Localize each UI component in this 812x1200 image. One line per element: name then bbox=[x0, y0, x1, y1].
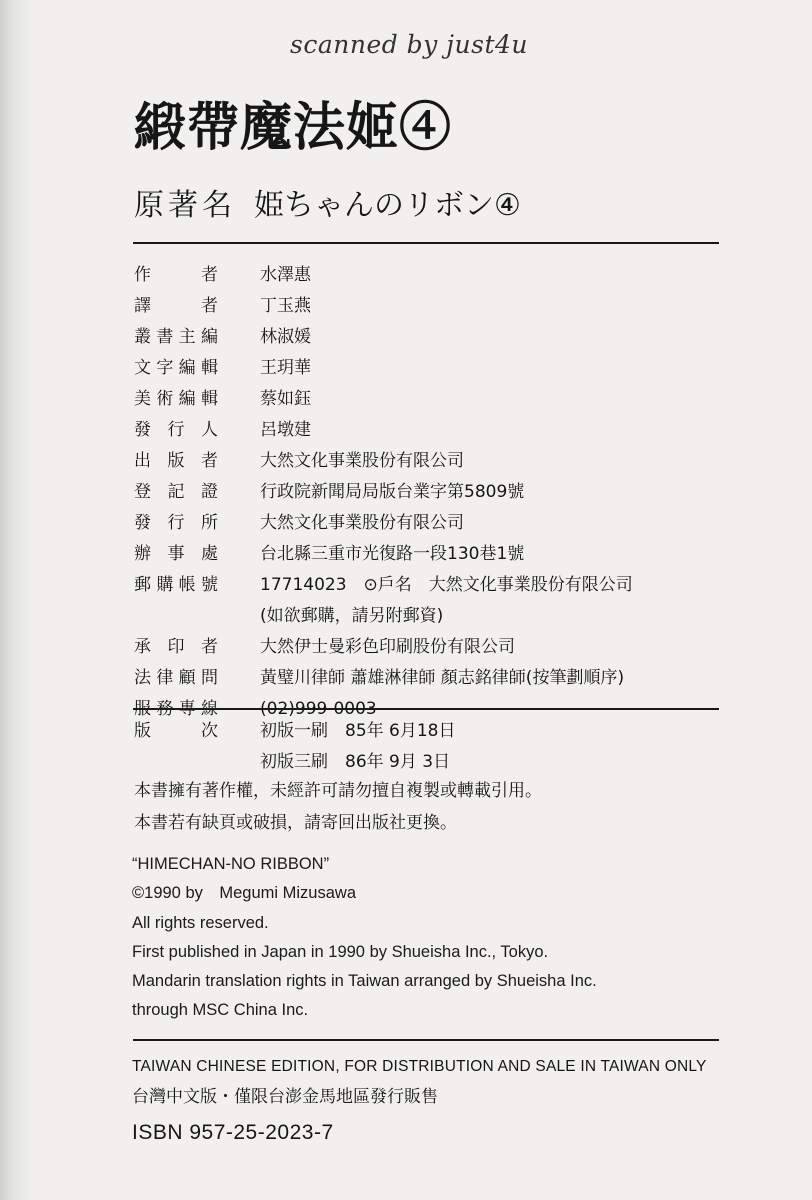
key-char: 版 bbox=[167, 451, 185, 471]
key-char: 所 bbox=[201, 513, 218, 533]
distribution-english: TAIWAN CHINESE EDITION, FOR DISTRIBUTION AND SALE IN TAIWAN ONLY bbox=[132, 1058, 707, 1075]
english-copyright bbox=[132, 850, 597, 1026]
key-char: 發 bbox=[134, 513, 151, 533]
credit-key bbox=[134, 322, 218, 353]
key-char: 法 bbox=[134, 668, 151, 688]
credit-value: 水澤惠 bbox=[260, 265, 311, 285]
credit-key bbox=[134, 291, 218, 322]
original-title-label: 原著名 bbox=[134, 188, 236, 223]
english-line: “HIMECHAN-NO RIBBON” bbox=[132, 855, 330, 873]
key-char: 處 bbox=[201, 544, 218, 564]
key-char: 者 bbox=[201, 296, 218, 316]
key-char: 辦 bbox=[134, 544, 151, 564]
key-char: 專 bbox=[178, 699, 196, 719]
key-char: 輯 bbox=[200, 389, 218, 409]
credit-key bbox=[134, 632, 218, 663]
credit-value: 大然伊士曼彩色印刷股份有限公司 bbox=[260, 637, 515, 657]
key-char: 記 bbox=[167, 482, 185, 502]
credit-value: (02)999-0003 bbox=[260, 699, 377, 719]
credit-value: 大然文化事業股份有限公司 bbox=[260, 513, 464, 533]
key-char: 顧 bbox=[178, 668, 196, 688]
original-title-value: 姫ちゃんのリボン④ bbox=[254, 188, 521, 223]
key-char: 叢 bbox=[134, 327, 151, 347]
english-line: through MSC China Inc. bbox=[132, 1001, 309, 1020]
key-char: 譯 bbox=[134, 296, 151, 316]
original-title bbox=[134, 186, 521, 226]
credit-value: 17714023 ⊙戶名 大然文化事業股份有限公司 bbox=[260, 575, 633, 595]
credit-key bbox=[134, 260, 218, 291]
credit-key bbox=[134, 508, 218, 539]
credit-value: (如欲郵購，請另附郵資) bbox=[260, 606, 444, 626]
credit-key bbox=[134, 415, 218, 446]
key-char: 輯 bbox=[200, 358, 218, 378]
key-char: 郵 bbox=[134, 575, 151, 595]
credit-key bbox=[134, 446, 218, 477]
key-char: 線 bbox=[200, 699, 218, 719]
credit-value: 呂墩建 bbox=[260, 420, 311, 440]
key-char: 次 bbox=[201, 721, 218, 741]
key-char: 人 bbox=[201, 420, 218, 440]
key-char: 律 bbox=[156, 668, 174, 688]
key-char: 主 bbox=[178, 327, 196, 347]
edition-key bbox=[134, 716, 218, 747]
key-char: 者 bbox=[201, 451, 218, 471]
key-char: 帳 bbox=[178, 575, 196, 595]
key-char: 字 bbox=[156, 358, 174, 378]
english-line: All rights reserved. bbox=[132, 913, 269, 932]
book-title: 緞帶魔法姬④ bbox=[134, 97, 453, 158]
key-char: 證 bbox=[201, 482, 218, 502]
key-char: 版 bbox=[134, 721, 151, 741]
credit-value: 蔡如鈺 bbox=[260, 389, 311, 409]
credit-value: 行政院新聞局局版台業字第5809號 bbox=[260, 482, 525, 502]
english-line: First published in Japan in 1990 by Shueisha Inc., Tokyo. bbox=[132, 942, 549, 961]
credit-key bbox=[134, 384, 218, 415]
key-char: 登 bbox=[134, 482, 151, 502]
key-char: 書 bbox=[156, 327, 174, 347]
key-char: 作 bbox=[134, 265, 151, 285]
notice-line: 本書若有缺頁或破損，請寄回出版社更換。 bbox=[134, 813, 457, 833]
key-char: 印 bbox=[167, 637, 185, 657]
key-char: 購 bbox=[156, 575, 174, 595]
scan-credit: scanned by just4u bbox=[290, 30, 528, 59]
english-line: Mandarin translation rights in Taiwan arranged by Shueisha Inc. bbox=[132, 972, 597, 991]
credit-key bbox=[134, 477, 218, 508]
divider-bottom bbox=[133, 1039, 719, 1041]
edition-value: 初版三刷 86年 9月 3日 bbox=[260, 752, 451, 772]
key-char: 問 bbox=[200, 668, 218, 688]
key-char: 號 bbox=[200, 575, 218, 595]
edition-value: 初版一刷 85年 6月18日 bbox=[260, 721, 456, 741]
credit-key bbox=[134, 353, 218, 384]
key-char: 者 bbox=[201, 265, 218, 285]
key-char: 文 bbox=[134, 358, 151, 378]
credit-value: 台北縣三重市光復路一段130巷1號 bbox=[260, 544, 525, 564]
credit-value: 林淑媛 bbox=[260, 327, 311, 347]
key-char: 者 bbox=[201, 637, 218, 657]
key-char: 服 bbox=[134, 699, 151, 719]
distribution-chinese: 台灣中文版・僅限台澎金馬地區發行販售 bbox=[132, 1087, 438, 1107]
key-char: 行 bbox=[167, 420, 185, 440]
key-char: 編 bbox=[178, 358, 196, 378]
divider-top bbox=[133, 242, 719, 244]
key-char: 事 bbox=[167, 544, 185, 564]
key-char: 務 bbox=[156, 699, 174, 719]
credit-value: 大然文化事業股份有限公司 bbox=[260, 451, 464, 471]
key-char: 承 bbox=[134, 637, 151, 657]
key-char: 編 bbox=[200, 327, 218, 347]
book-spine-shadow bbox=[0, 0, 34, 1200]
notice-line: 本書擁有著作權，未經許可請勿擅自複製或轉載引用。 bbox=[134, 781, 542, 801]
key-char: 發 bbox=[134, 420, 151, 440]
copyright-notices bbox=[134, 775, 542, 839]
credit-value: 黃璧川律師 蕭雄淋律師 顏志銘律師(按筆劃順序) bbox=[260, 668, 625, 688]
key-char: 美 bbox=[134, 389, 151, 409]
credit-value: 丁玉燕 bbox=[260, 296, 311, 316]
isbn: ISBN 957-25-2023-7 bbox=[132, 1121, 334, 1144]
distribution-block bbox=[132, 1052, 707, 1154]
key-char: 行 bbox=[167, 513, 185, 533]
english-line: ©1990 by Megumi Mizusawa bbox=[132, 884, 356, 903]
key-char: 出 bbox=[134, 451, 151, 471]
key-char: 編 bbox=[178, 389, 196, 409]
divider-edition bbox=[133, 708, 719, 710]
credit-value: 王玥華 bbox=[260, 358, 311, 378]
credit-key bbox=[134, 539, 218, 570]
key-char: 術 bbox=[156, 389, 174, 409]
credit-key bbox=[134, 663, 218, 694]
credit-key bbox=[134, 570, 218, 601]
